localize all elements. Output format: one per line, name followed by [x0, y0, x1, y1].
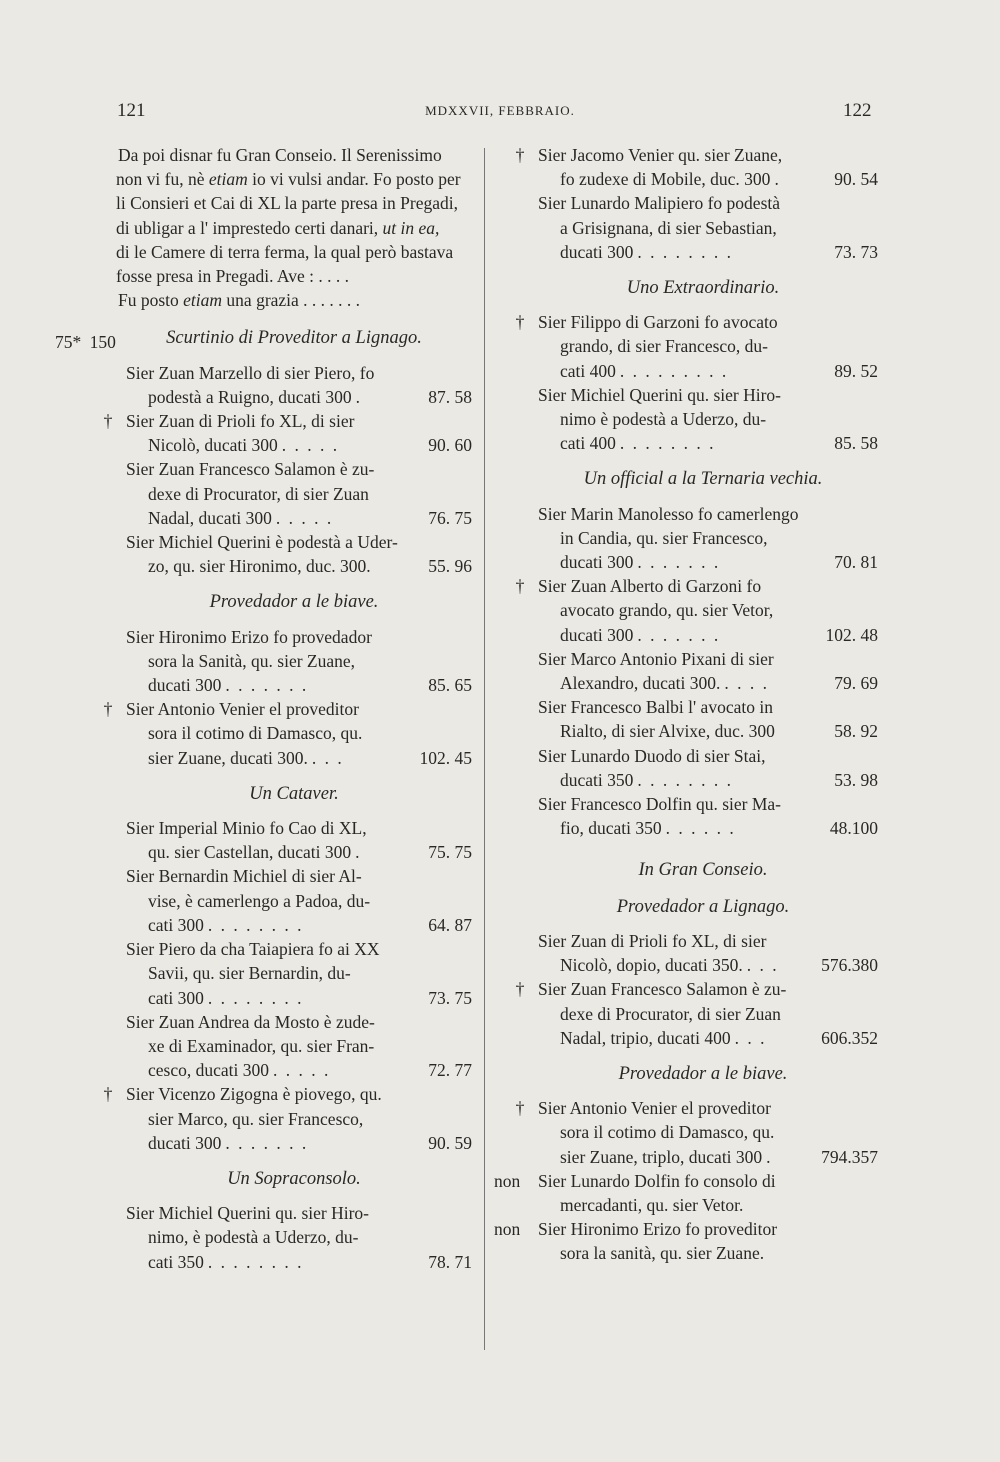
ballot-entry: Sier Zuan di Prioli fo XL, di sier Nicolò, dopio, ducati 350. . . . 576.380: [528, 929, 878, 977]
vote-count: 75. 75: [428, 842, 472, 863]
intro-line: fosse presa in Pregadi. Ave : . . . .: [116, 266, 349, 287]
ballot-entry: Sier Bernardin Michiel di sier Al- vise, è camerlengo a Padoa, du- cati 300 . . . . . . . . 64. 87: [116, 864, 472, 937]
vote-count: 102. 48: [825, 624, 878, 645]
left-page-number: 121: [117, 100, 146, 121]
vote-count: 606.352: [821, 1027, 878, 1048]
left-column: [103, 143, 472, 1274]
ballot-entry: Sier Francesco Balbi l' avocato in Rialto, di sier Alvixe, duc. 300 58. 92: [528, 695, 878, 743]
section-heading: In Gran Conseio.: [638, 860, 768, 881]
ballot-entry: † Sier Filippo di Garzoni fo avocato grando, di sier Francesco, du- cati 400 . . . . . . . . . 89. 52: [528, 310, 878, 383]
elected-mark: †: [515, 312, 525, 333]
ballot-entry: † Sier Zuan di Prioli fo XL, di sier Nicolò, ducati 300 . . . . . 90. 60: [116, 409, 472, 457]
section-heading: Provedador a Lignago.: [616, 896, 790, 917]
vote-count: 79. 69: [834, 673, 878, 694]
intro-line: di ubligar a l' imprestedo certi danari, ut in ea,: [116, 217, 440, 238]
ballot-entry: Sier Michiel Querini qu. sier Hiro- nimo è podestà a Uderzo, du- cati 400 . . . . . . . . 85. 58: [528, 383, 878, 456]
ballot-entry: † Sier Vicenzo Zigogna è piovego, qu. sier Marco, qu. sier Francesco, ducati 300 . . . . . . . 90. 59: [116, 1082, 472, 1155]
section-heading: Un Sopraconsolo.: [227, 1168, 361, 1189]
margin-note: [55, 332, 116, 353]
section-heading: Uno Extraordinario.: [626, 278, 780, 299]
ballot-entry: Sier Marin Manolesso fo camerlengo in Candia, qu. sier Francesco, ducati 300 . . . . . . . 70. 81: [528, 502, 878, 575]
vote-count: 90. 54: [834, 169, 878, 190]
elected-mark: †: [515, 576, 525, 597]
ballot-entry: Sier Zuan Marzello di sier Piero, fo podestà a Ruigno, ducati 300 . 87. 58: [116, 361, 472, 409]
intro-line: non vi fu, nè etiam io vi vulsi andar. Fo posto per: [116, 169, 461, 190]
right-page-number: 122: [843, 100, 872, 121]
vote-count: 85. 58: [834, 433, 878, 454]
vote-count: 72. 77: [428, 1060, 472, 1081]
vote-count: 89. 52: [834, 360, 878, 381]
vote-count: 73. 75: [428, 987, 472, 1008]
ballot-entry: Sier Piero da cha Taiapiera fo ai XX Savii, qu. sier Bernardin, du- cati 300 . . . . . . . . 73. 75: [116, 937, 472, 1010]
ballot-entry: † Sier Antonio Venier el proveditor sora il cotimo di Damasco, qu. sier Zuane, triplo, ducati 300 . 794.357: [528, 1096, 878, 1169]
column-divider: [484, 148, 485, 1350]
intro-line: li Consieri et Cai di XL la parte presa in Pregadi,: [116, 193, 458, 214]
vote-count: 55. 96: [428, 556, 472, 577]
elected-mark: †: [515, 1098, 525, 1119]
vote-count: 90. 60: [428, 435, 472, 456]
elected-mark: †: [103, 1084, 113, 1105]
vote-count: 48.100: [829, 818, 878, 839]
vote-count: 85. 65: [428, 675, 472, 696]
ballot-entry: Sier Lunardo Malipiero fo podestà a Grisignana, di sier Sebastian, ducati 300 . . . . . . . . 73. 73: [528, 191, 878, 264]
intro-paragraph: [116, 143, 472, 312]
ballot-entry: Sier Zuan Francesco Salamon è zu- dexe di Procurator, di sier Zuan Nadal, ducati 300 . . . . . 76. 75: [116, 457, 472, 530]
vote-count: 70. 81: [834, 552, 878, 573]
not-eligible-mark: non: [494, 1219, 521, 1240]
intro-line: di le Camere di terra ferma, la qual però bastava: [116, 241, 454, 262]
ballot-entry: non Sier Lunardo Dolfin fo consolo di mercadanti, qu. sier Vetor.: [494, 1170, 776, 1215]
vote-count: 794.357: [821, 1146, 878, 1167]
vote-count: 53. 98: [834, 769, 878, 790]
ballot-entry: Sier Zuan Andrea da Mosto è zude- xe di Examinador, qu. sier Fran- cesco, ducati 300 . . . . . 72. 77: [116, 1010, 472, 1083]
running-header: MDXXVII, FEBBRAIO.: [425, 103, 575, 118]
elected-mark: †: [515, 145, 525, 165]
elected-mark: †: [515, 979, 525, 1000]
section-heading: Un Cataver.: [249, 783, 339, 804]
vote-count: 73. 73: [834, 241, 878, 262]
section-heading: Scurtinio di Proveditor a Lignago.: [166, 328, 422, 349]
elected-mark: †: [103, 699, 113, 720]
ballot-entry: Sier Michiel Querini qu. sier Hiro- nimo, è podestà a Uderzo, du- cati 350 . . . . . . . . 78. 71: [116, 1201, 472, 1274]
vote-count: 58. 92: [834, 721, 878, 742]
vote-count: 576.380: [821, 955, 878, 976]
section-heading: Provedador a le biave.: [618, 1063, 788, 1084]
vote-count: 78. 71: [428, 1251, 472, 1272]
vote-count: 87. 58: [428, 386, 472, 407]
ballot-entry: Sier Francesco Dolfin qu. sier Ma- fio, ducati 350 . . . . . . 48.100: [528, 792, 878, 840]
ballot-entry: Sier Michiel Querini è podestà a Uder- zo, qu. sier Hironimo, duc. 300. 55. 96: [116, 530, 472, 578]
margin-note-number: 150: [89, 332, 116, 352]
ballot-entry: † Sier Zuan Alberto di Garzoni fo avocato grando, qu. sier Vetor, ducati 300 . . . . . . . 102. 48: [528, 574, 878, 647]
ballot-entry: Sier Imperial Minio fo Cao di XL, qu. sier Castellan, ducati 300 . 75. 75: [116, 816, 472, 864]
ballot-entry: Sier Hironimo Erizo fo provedador sora la Sanità, qu. sier Zuane, ducati 300 . . . . . . . 85. 65: [116, 625, 472, 698]
intro-line: Da poi disnar fu Gran Conseio. Il Serenissimo: [118, 145, 442, 165]
ballot-entry: Sier Lunardo Duodo di sier Stai, ducati 350 . . . . . . . . 53. 98: [528, 744, 878, 792]
section-heading: Provedador a le biave.: [209, 592, 379, 613]
vote-count: 90. 59: [428, 1132, 472, 1153]
right-column: [494, 143, 878, 1266]
ballot-entry: Sier Marco Antonio Pixani di sier Alexandro, ducati 300. . . . . 79. 69: [528, 647, 878, 695]
vote-count: 64. 87: [428, 914, 472, 935]
margin-note-mark: 75*: [55, 332, 82, 352]
ballot-entry: † Sier Zuan Francesco Salamon è zu- dexe di Procurator, di sier Zuan Nadal, tripio, ducati 400 . . . 606.352: [528, 977, 878, 1050]
vote-count: 102. 45: [419, 747, 472, 768]
ballot-entry: non Sier Hironimo Erizo fo proveditor sora la sanità, qu. sier Zuane.: [494, 1219, 778, 1264]
section-heading: Un official a la Ternaria vechia.: [583, 469, 823, 490]
intro-line: Fu posto etiam una grazia . . . . . . .: [118, 290, 361, 311]
elected-mark: †: [103, 411, 113, 432]
not-eligible-mark: non: [494, 1170, 521, 1191]
ballot-entry: † Sier Antonio Venier el proveditor sora il cotimo di Damasco, qu. sier Zuane, ducati 300. . . . 102. 45: [116, 697, 472, 770]
vote-count: 76. 75: [428, 507, 472, 528]
ballot-entry: † Sier Jacomo Venier qu. sier Zuane, fo zudexe di Mobile, duc. 300 . 90. 54: [528, 143, 878, 191]
